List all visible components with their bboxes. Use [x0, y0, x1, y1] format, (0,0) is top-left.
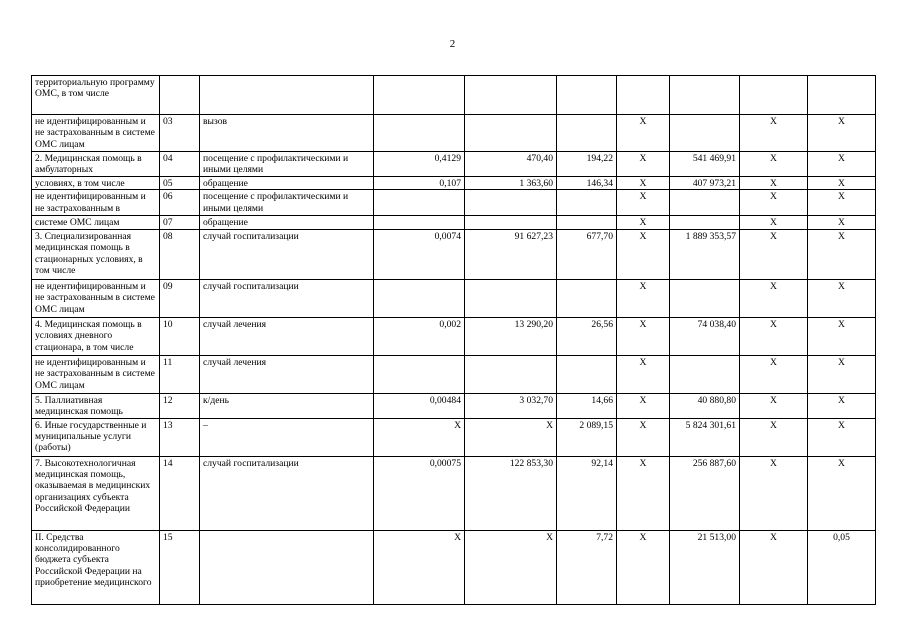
cell-sum — [670, 190, 740, 216]
cell-unit: обращение — [200, 216, 374, 229]
cell-per-capita — [557, 76, 617, 115]
cell-per-capita: 92,14 — [557, 456, 617, 530]
cell-norm: 0,00484 — [374, 393, 465, 418]
cell-unit: посещение с профилактическими и иными целями — [200, 152, 374, 177]
table-row — [32, 456, 876, 530]
cell-unit — [200, 76, 374, 115]
cell-x1: X — [617, 418, 670, 456]
cell-cost: 1 363,60 — [465, 177, 557, 190]
table-row — [32, 190, 876, 216]
cell-code: 03 — [160, 115, 200, 152]
cell-per-capita: 26,56 — [557, 317, 617, 355]
table-row — [32, 393, 876, 418]
cell-x2: X — [740, 216, 808, 229]
cell-per-capita — [557, 355, 617, 393]
cell-cost: 470,40 — [465, 152, 557, 177]
cell-cost — [465, 190, 557, 216]
cell-unit: посещение с профилактическими и иными целями — [200, 190, 374, 216]
cell-code: 15 — [160, 530, 200, 604]
cell-code: 08 — [160, 229, 200, 279]
cell-norm: 0,00075 — [374, 456, 465, 530]
table-row — [32, 317, 876, 355]
cell-x3: X — [808, 115, 876, 152]
cell-x3: X — [808, 418, 876, 456]
table-row — [32, 418, 876, 456]
cell-norm — [374, 76, 465, 115]
cell-x3: 0,05 — [808, 530, 876, 604]
cell-unit: случай госпитализации — [200, 229, 374, 279]
cell-cost — [465, 76, 557, 115]
cell-name: 7. Высокотехнологичная медицинская помощь, оказываемая в медицинских организациях субъекта Российской Федерации — [32, 456, 160, 530]
cell-unit: случай лечения — [200, 355, 374, 393]
cell-name: 3. Специализированная медицинская помощь в стационарных условиях, в том числе — [32, 229, 160, 279]
cell-norm: 0,002 — [374, 317, 465, 355]
cell-norm: 0,107 — [374, 177, 465, 190]
cell-x3: X — [808, 177, 876, 190]
cell-x3: X — [808, 355, 876, 393]
cell-name: не идентифицированным и не застрахованным в — [32, 190, 160, 216]
table-row — [32, 530, 876, 604]
cell-norm: 0,4129 — [374, 152, 465, 177]
cell-norm — [374, 355, 465, 393]
cell-per-capita — [557, 115, 617, 152]
cell-sum: 1 889 353,57 — [670, 229, 740, 279]
cell-x3: X — [808, 152, 876, 177]
cell-per-capita: 677,70 — [557, 229, 617, 279]
financing-table — [31, 75, 876, 605]
cell-x2: X — [740, 190, 808, 216]
cell-sum: 40 880,80 — [670, 393, 740, 418]
cell-x2: X — [740, 456, 808, 530]
cell-x1 — [617, 76, 670, 115]
cell-cost — [465, 355, 557, 393]
cell-norm — [374, 216, 465, 229]
cell-x1: X — [617, 152, 670, 177]
table-row — [32, 355, 876, 393]
cell-x1: X — [617, 530, 670, 604]
cell-x2: X — [740, 152, 808, 177]
cell-name: 5. Паллиативная медицинская помощь — [32, 393, 160, 418]
cell-cost — [465, 279, 557, 317]
cell-name: не идентифицированным и не застрахованным в системе ОМС лицам — [32, 115, 160, 152]
cell-unit: обращение — [200, 177, 374, 190]
cell-sum — [670, 76, 740, 115]
cell-x3: X — [808, 393, 876, 418]
cell-code: 06 — [160, 190, 200, 216]
table-row — [32, 76, 876, 115]
cell-unit: – — [200, 418, 374, 456]
cell-cost: 3 032,70 — [465, 393, 557, 418]
cell-cost: 91 627,23 — [465, 229, 557, 279]
cell-unit: случай лечения — [200, 317, 374, 355]
cell-x2: X — [740, 177, 808, 190]
cell-code: 04 — [160, 152, 200, 177]
cell-sum — [670, 355, 740, 393]
cell-norm — [374, 115, 465, 152]
table-body — [32, 76, 876, 605]
cell-name: не идентифицированным и не застрахованным в системе ОМС лицам — [32, 279, 160, 317]
cell-code: 11 — [160, 355, 200, 393]
cell-x2: X — [740, 317, 808, 355]
cell-per-capita: 7,72 — [557, 530, 617, 604]
cell-x2: X — [740, 229, 808, 279]
cell-code: 05 — [160, 177, 200, 190]
cell-x2: X — [740, 393, 808, 418]
cell-x3: X — [808, 216, 876, 229]
cell-x1: X — [617, 229, 670, 279]
cell-x2: X — [740, 115, 808, 152]
cell-sum: 407 973,21 — [670, 177, 740, 190]
cell-sum: 5 824 301,61 — [670, 418, 740, 456]
cell-x3: X — [808, 229, 876, 279]
cell-x1: X — [617, 190, 670, 216]
page-number: 2 — [449, 38, 456, 50]
cell-x3: X — [808, 190, 876, 216]
cell-x3 — [808, 76, 876, 115]
cell-cost: X — [465, 418, 557, 456]
cell-x2: X — [740, 355, 808, 393]
cell-cost: X — [465, 530, 557, 604]
cell-norm: X — [374, 418, 465, 456]
cell-x1: X — [617, 456, 670, 530]
cell-x1: X — [617, 279, 670, 317]
table-row — [32, 279, 876, 317]
cell-unit — [200, 530, 374, 604]
table-row — [32, 177, 876, 190]
cell-x1: X — [617, 317, 670, 355]
cell-cost — [465, 115, 557, 152]
cell-cost: 13 290,20 — [465, 317, 557, 355]
cell-per-capita: 146,34 — [557, 177, 617, 190]
cell-x3: X — [808, 279, 876, 317]
cell-code — [160, 76, 200, 115]
cell-name: условиях, в том числе — [32, 177, 160, 190]
cell-unit: вызов — [200, 115, 374, 152]
cell-sum — [670, 279, 740, 317]
cell-norm — [374, 190, 465, 216]
cell-name: не идентифицированным и не застрахованным в системе ОМС лицам — [32, 355, 160, 393]
cell-x2: X — [740, 530, 808, 604]
cell-norm: X — [374, 530, 465, 604]
cell-code: 12 — [160, 393, 200, 418]
cell-x2: X — [740, 418, 808, 456]
cell-x1: X — [617, 216, 670, 229]
cell-per-capita — [557, 216, 617, 229]
table-row — [32, 216, 876, 229]
cell-x1: X — [617, 177, 670, 190]
cell-code: 13 — [160, 418, 200, 456]
cell-cost — [465, 216, 557, 229]
cell-cost: 122 853,30 — [465, 456, 557, 530]
cell-unit: случай госпитализации — [200, 456, 374, 530]
cell-sum — [670, 115, 740, 152]
cell-x1: X — [617, 115, 670, 152]
cell-sum: 541 469,91 — [670, 152, 740, 177]
cell-sum: 256 887,60 — [670, 456, 740, 530]
cell-per-capita — [557, 190, 617, 216]
table-row — [32, 152, 876, 177]
cell-per-capita: 2 089,15 — [557, 418, 617, 456]
cell-sum: 74 038,40 — [670, 317, 740, 355]
cell-sum: 21 513,00 — [670, 530, 740, 604]
cell-name: 6. Иные государственные и муниципальные услуги (работы) — [32, 418, 160, 456]
cell-x3: X — [808, 317, 876, 355]
cell-name: территориальную программу ОМС, в том числе — [32, 76, 160, 115]
cell-x2: X — [740, 279, 808, 317]
cell-per-capita: 194,22 — [557, 152, 617, 177]
cell-name: 4. Медицинская помощь в условиях дневного стационара, в том числе — [32, 317, 160, 355]
cell-name: II. Средства консолидированного бюджета субъекта Российской Федерации на приобретение медицинского — [32, 530, 160, 604]
cell-name: системе ОМС лицам — [32, 216, 160, 229]
cell-x1: X — [617, 393, 670, 418]
cell-code: 14 — [160, 456, 200, 530]
table-row — [32, 229, 876, 279]
cell-norm: 0,0074 — [374, 229, 465, 279]
cell-name: 2. Медицинская помощь в амбулаторных — [32, 152, 160, 177]
cell-unit: случай госпитализации — [200, 279, 374, 317]
cell-x1: X — [617, 355, 670, 393]
cell-code: 09 — [160, 279, 200, 317]
cell-per-capita — [557, 279, 617, 317]
cell-x2 — [740, 76, 808, 115]
cell-code: 07 — [160, 216, 200, 229]
cell-sum — [670, 216, 740, 229]
cell-unit: к/день — [200, 393, 374, 418]
cell-per-capita: 14,66 — [557, 393, 617, 418]
cell-norm — [374, 279, 465, 317]
cell-code: 10 — [160, 317, 200, 355]
cell-x3: X — [808, 456, 876, 530]
table-row — [32, 115, 876, 152]
